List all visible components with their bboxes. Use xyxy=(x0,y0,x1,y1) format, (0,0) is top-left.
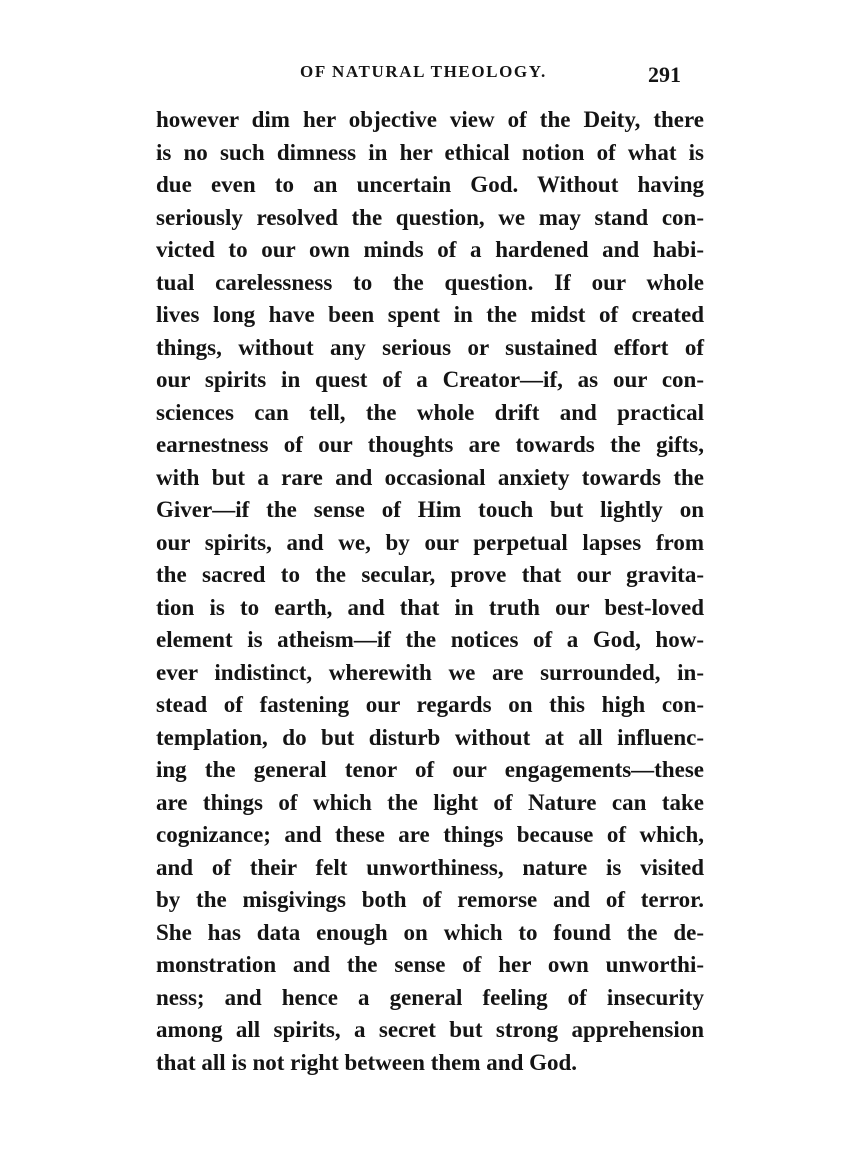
text-line: stead of fastening our regards on this high con- xyxy=(156,692,704,717)
page-number: 291 xyxy=(648,62,681,87)
text-line: our spirits, and we, by our perpetual lapses from xyxy=(156,529,704,555)
text-line: among all spirits, a secret but strong apprehension xyxy=(156,1017,704,1042)
text-line: our spirits in quest of a Creator—if, as our con- xyxy=(156,367,704,392)
text-line: is no such dimness in her ethical notion of what is xyxy=(156,139,704,165)
text-line: element is atheism—if the notices of a God, how- xyxy=(156,627,704,652)
text-line: with but a rare and occasional anxiety towards the xyxy=(156,464,704,490)
text-line: things, without any serious or sustained effort of xyxy=(156,334,704,360)
text-line: earnestness of our thoughts are towards the gifts, xyxy=(156,432,704,457)
text-line: that all is not right between them and God. xyxy=(156,1049,578,1075)
text-line: by the misgivings both of remorse and of terror. xyxy=(156,887,704,912)
text-line: however dim her objective view of the Deity, there xyxy=(156,107,704,132)
text-line: seriously resolved the question, we may stand con- xyxy=(156,204,704,230)
text-line: templation, do but disturb without at all influenc- xyxy=(156,724,704,750)
text-line: and of their felt unworthiness, nature is visited xyxy=(156,854,704,880)
text-line: cognizance; and these are things because of which, xyxy=(156,822,704,847)
text-line: lives long have been spent in the midst of created xyxy=(156,302,704,327)
text-line: monstration and the sense of her own unworthi- xyxy=(156,952,704,977)
text-line: Giver—if the sense of Him touch but lightly on xyxy=(156,497,704,522)
text-line: victed to our own minds of a hardened and habi- xyxy=(156,237,704,262)
text-line: the sacred to the secular, prove that our gravita- xyxy=(156,562,704,587)
body-paragraph xyxy=(156,104,704,1079)
text-line: due even to an uncertain God. Without having xyxy=(156,172,704,197)
running-head-title: OF NATURAL THEOLOGY. xyxy=(300,62,547,81)
text-line: ness; and hence a general feeling of insecurity xyxy=(156,984,704,1010)
text-line: ing the general tenor of our engagements—these xyxy=(156,757,704,782)
text-line: She has data enough on which to found the de- xyxy=(156,919,704,945)
text-line: are things of which the light of Nature can take xyxy=(156,789,704,815)
text-line: tual carelessness to the question. If our whole xyxy=(156,269,704,295)
text-line: sciences can tell, the whole drift and practical xyxy=(156,399,704,425)
text-line: ever indistinct, wherewith we are surrounded, in- xyxy=(156,659,704,685)
text-line: tion is to earth, and that in truth our best-loved xyxy=(156,594,704,620)
